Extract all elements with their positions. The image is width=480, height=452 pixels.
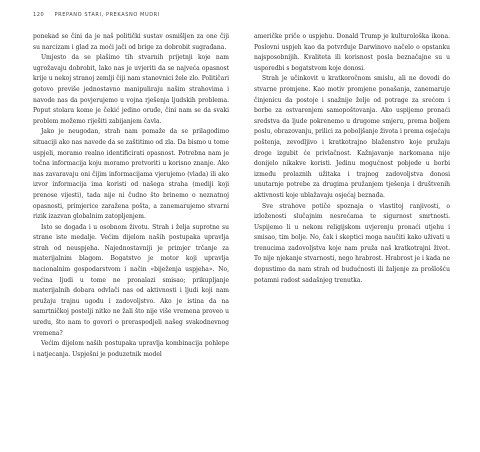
paragraph: ponekad se čini da je naš politički sustav osmišljen za one čiji su narcizam i glad za moći jači od brige za dobrobit sugrađana. [33, 33, 229, 51]
paragraph: američke priče o uspjehu. Donald Trump je kulturološka ikona. Poslovni uspjeh kao da potvrđuje Darwinovo načelo o opstanku najsposobnijih. Kvaliteta ili korisnost posla beznačajne su u usporedbi s bogatstvom koje donosi. [254, 33, 450, 72]
paragraph: Strah je učinkovit u kratkoročnom smislu, ali ne dovodi do stvarne promjene. Kao motiv promjene ponašanja, zanemaruje činjenicu da postoje i snažnije želje od potrage za srećom i borbe za ostvarenjem samopoštovanja. Ako uspijemo pronaći sredstva da ljude pokrenemo u drugome smjeru, prema boljem poslu, obrazovanju, prilici za poboljšanje života i prema osjećaju poštenja, zevodljivo i kratkotrajno blaženstvo koje pružaju droge izgubit će privlačnost. Kažnjavanje narkomana nije donijelo nikakve koristi. Jedinu mogućnost pobjede u borbi između prolaznih užitaka i trajnog zadovoljstva donosi unutarnje potrebe za drugima pružanjem tješenja i društvenih aktivnosti koje ublažavaju osjećaj beznađa. [254, 75, 450, 199]
page-header [33, 12, 160, 18]
paragraph: Umjesto da se plašimo tih stvarnih prijetnji koje nam ugrožavaju dobrobit, lako nas je uvjeriti da se najveća opasnost krije u nekoj stranoj zemlji čiji nam stanovnici žele zlo. Političari gotovo previše jednostavno manipuliraju našim strahovima i navode nas da povjerujemo u vojna rješenja ljudskih problema. Poput stolara kome je čekić jedino oruđe, čini nam se da svaki problem možemo riješiti zabijanjem čavla. [33, 54, 229, 125]
left-column [33, 32, 229, 360]
running-title: PREPANO STARI, PREKASNO MUDRI [54, 12, 160, 18]
page-number: 120 [33, 12, 45, 18]
right-column [254, 32, 450, 286]
paragraph: Sve strahove potiče spoznaja o vlastitoj ranjivosti, o izloženosti slučajnim nesrećama te sigurnost smrtnosti. Uspijemo li u nekom religijskom uvjerenju pronaći utjehu i smisao, tim bolje. No, čak i skeptici moga naučiti kako uživati u trenucima zadovoljstva koje nam pruža naš kratkotrajni život. To nije njekanje stvarnosti, nego hrabrost. Hrabrost je i kada ne dopustimo da nam strah od budućnosti ili žaljenje za prošlošću potamni radost sadašnjeg trenutka. [254, 202, 450, 284]
paragraph: Isto se događa i u osobnom životu. Strah i želja suprotne su strane iste medalje. Većim dijelom naših postupaka upravlja strah od neuspjeha. Najednostavniji je primjer trčanje za materijalnim blagom. Bogatstvo je motor koji upravlja nacionalnim gospodarstvom i način «biježenja uspjeha». No, većina ljudi u tome ne pronalazi smisao; prikupljanje materijalnih dobara odvlači nas od aktivnosti i ljudi koji nam pružaju trajnu ugodu i zadovoljstvo. Ako je istina da na samrtničkoj postelji nitko ne žali što nije više vremena proveo u uredu, što nam to govori o preraspodjeli našeg svakodnevnog vremena? [33, 223, 229, 337]
paragraph: Većim dijelom naših postupaka upravlja kombinacija pohlepe i natjecanja. Uspješni je poduzetnik model [33, 340, 229, 358]
paragraph: Jako je neugodan, strah nam pomaže da se prilagodimo situaciji ako nas navede da se zaštitimo od zla. Da bismo u tome uspjeli, moramo realno identificirati opasnost. Potrebna nam je točna informacija koju moramo pretvoriti u korisno znanje. Ako nas zavaravaju oni čijim informacijama vjerujemo (vlada) ili ako izvor informacija ima koristi od našega straha (mediji koji prenose vijesti), tada nije ni čudno što brinemo o neznatnoj opasnosti, primjerice zaražena pošta, a zanemarujemo stvarni rizik izazvan globalnim zatopljenjem. [33, 128, 229, 221]
